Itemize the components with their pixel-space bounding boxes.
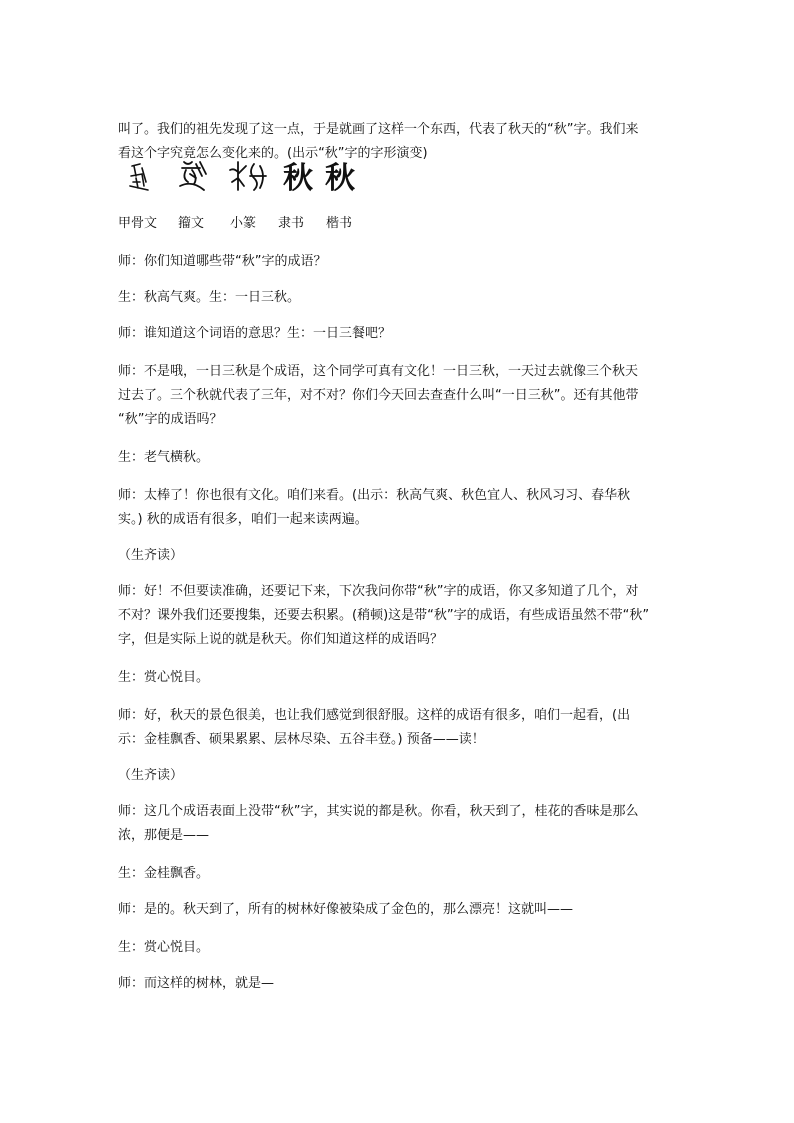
text-line: （生齐读）	[118, 548, 184, 563]
paragraph	[118, 898, 683, 922]
paragraph	[118, 250, 683, 274]
text-line: 生：老气横秋。	[118, 450, 210, 465]
text-line: 师：你们知道哪些带“秋”字的成语？	[118, 254, 327, 269]
text-line: 师：不是哦，一日三秋是个成语，这个同学可真有文化！一日三秋，一天过去就像三个秋天	[118, 364, 639, 379]
text-line: 字，但是实际上说的就是秋天。你们知道这样的成语吗？	[118, 632, 444, 647]
text-line: 生：赏心悦目。	[118, 940, 210, 955]
text-line: 生：金桂飘香。	[118, 866, 210, 881]
oracle-bone-glyph	[130, 164, 148, 190]
text-line: 师：是的。秋天到了，所有的树林好像被染成了金色的，那么漂亮！这就叫——	[118, 902, 574, 917]
paragraph	[118, 544, 683, 568]
text-line: 师：太棒了！你也很有文化。咱们来看。(出示：秋高气爽、秋色宜人、秋风习习、春华秋	[118, 488, 631, 503]
paragraph	[118, 484, 683, 532]
clerical-glyph: 秋	[283, 161, 313, 196]
zhouwen-glyph	[180, 162, 206, 190]
text-line: 浓，那便是——	[118, 828, 210, 843]
paragraph	[118, 862, 683, 886]
script-label: 籀文	[178, 216, 205, 231]
text-line: 实。) 秋的成语有很多，咱们一起来读两遍。	[118, 512, 368, 527]
text-line: （生齐读）	[118, 768, 184, 783]
text-line: 看这个字究竟怎么变化来的。(出示“秋”字的字形演变)	[118, 146, 428, 161]
script-label: 甲骨文	[118, 216, 158, 231]
paragraph	[118, 704, 683, 752]
text-line: 生：秋高气爽。生：一日三秋。	[118, 290, 301, 305]
text-line: 师：这几个成语表面上没带“秋”字，其实说的都是秋。你看，秋天到了，桂花的香味是那么	[118, 804, 639, 819]
paragraph	[118, 580, 683, 652]
small-seal-glyph	[230, 162, 266, 190]
paragraph	[118, 286, 683, 310]
text-line: 示：金桂飘香、硕果累累、层林尽染、五谷丰登。) 预备——读！	[118, 732, 485, 747]
regular-script-glyph: 秋	[325, 161, 355, 196]
text-line: “秋”字的成语吗？	[118, 412, 223, 427]
paragraph	[118, 800, 683, 848]
paragraph	[118, 322, 683, 346]
paragraph	[118, 936, 683, 960]
script-label: 隶书	[278, 216, 305, 231]
text-line: 师：而这样的树林，就是—	[118, 976, 275, 991]
script-labels	[118, 212, 366, 236]
script-label: 楷书	[326, 216, 353, 231]
text-line: 不对？课外我们还要搜集，还要去积累。(稍顿)这是带“秋”字的成语，有些成语虽然不带“秋”	[118, 608, 650, 623]
paragraph	[118, 360, 683, 432]
text-line: 师：好，秋天的景色很美，也让我们感觉到很舒服。这样的成语有很多，咱们一起看，(出	[118, 708, 631, 723]
text-line: 师：好！不但要读准确，还要记下来，下次我问你带“秋”字的成语，你又多知道了几个，对	[118, 584, 639, 599]
script-label: 小篆	[230, 216, 257, 231]
paragraph	[118, 764, 683, 788]
text-line: 师：谁知道这个词语的意思？生：一日三餐吧？	[118, 326, 392, 341]
text-line: 生：赏心悦目。	[118, 670, 210, 685]
text-line: 叫了。我们的祖先发现了这一点，于是就画了这样一个东西，代表了秋天的“秋”字。我们来	[118, 122, 639, 137]
paragraph	[118, 446, 683, 470]
autumn-script-evolution-image	[126, 156, 366, 196]
paragraph	[118, 666, 683, 690]
text-line: 过去了。三个秋就代表了三年，对不对？你们今天回去查查什么叫“一日三秋”。还有其他带	[118, 388, 639, 403]
paragraph	[118, 972, 683, 996]
